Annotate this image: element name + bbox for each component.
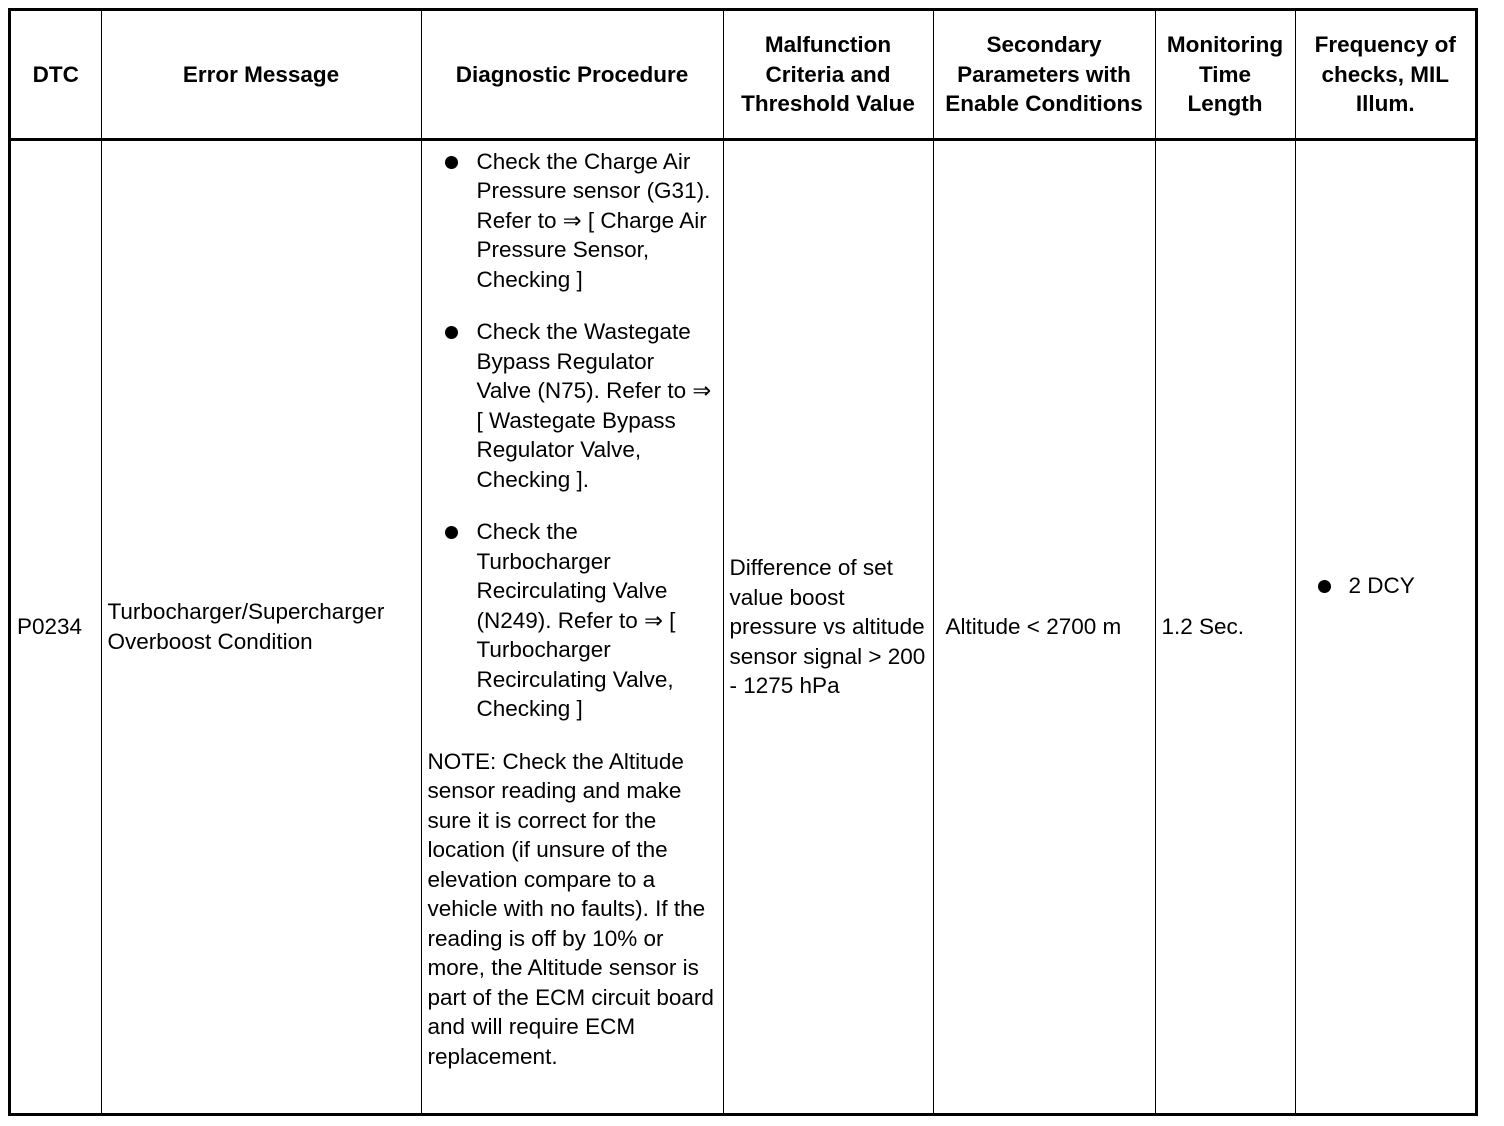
cell-frequency: [1295, 139, 1475, 1113]
cell-diagnostic-procedure: [421, 139, 723, 1113]
dtc-table-frame: [8, 8, 1478, 1116]
frequency-text: 2 DCY: [1348, 572, 1415, 598]
procedure-step: [428, 147, 715, 295]
header-malfunction-criteria: Malfunction Criteria and Threshold Value: [723, 11, 933, 139]
bullet-icon: [445, 526, 458, 539]
cell-monitoring-time: 1.2 Sec.: [1155, 139, 1295, 1113]
bullet-icon: [445, 326, 458, 339]
header-monitoring-time: Monitoring Time Length: [1155, 11, 1295, 139]
bullet-icon: [1318, 580, 1331, 593]
procedure-note: NOTE: Check the Altitude sensor reading and make sure it is correct for the location (if unsure of the elevation compare to a vehicle with no faults). If the reading is off by 10% or more, the Altitude sensor is part of the ECM circuit board and will require ECM replacement.: [427, 748, 714, 1069]
header-dtc: DTC: [11, 11, 101, 139]
procedure-step: [428, 517, 715, 724]
header-secondary-parameters: Secondary Parameters with Enable Conditions: [933, 11, 1155, 139]
procedure-step-text: Check the Turbocharger Recirculating Valve (N249). Refer to ⇒ [ Turbocharger Recirculating Valve, Checking ]: [476, 519, 676, 721]
cell-malfunction-criteria: Difference of set value boost pressure vs altitude sensor signal > 200 - 1275 hPa: [723, 139, 933, 1113]
procedure-step-text: Check the Charge Air Pressure sensor (G31). Refer to ⇒ [ Charge Air Pressure Sensor, Checking ]: [476, 148, 711, 292]
frequency-item: [1318, 571, 1470, 601]
header-error-message: Error Message: [101, 11, 421, 139]
table-row: [11, 139, 1475, 1113]
procedure-step: [428, 317, 715, 494]
dtc-table: [11, 11, 1475, 1113]
cell-secondary-parameters: Altitude < 2700 m: [933, 139, 1155, 1113]
procedure-step-list: [428, 147, 715, 724]
bullet-icon: [445, 156, 458, 169]
cell-error-message: Turbocharger/Supercharger Overboost Condition: [101, 139, 421, 1113]
cell-dtc: P0234: [11, 139, 101, 1113]
procedure-step-text: Check the Wastegate Bypass Regulator Valve (N75). Refer to ⇒ [ Wastegate Bypass Regulator Valve, Checking ].: [476, 319, 712, 492]
header-frequency: Frequency of checks, MIL Illum.: [1295, 11, 1475, 139]
header-diagnostic-procedure: Diagnostic Procedure: [421, 11, 723, 139]
header-row: [11, 11, 1475, 139]
